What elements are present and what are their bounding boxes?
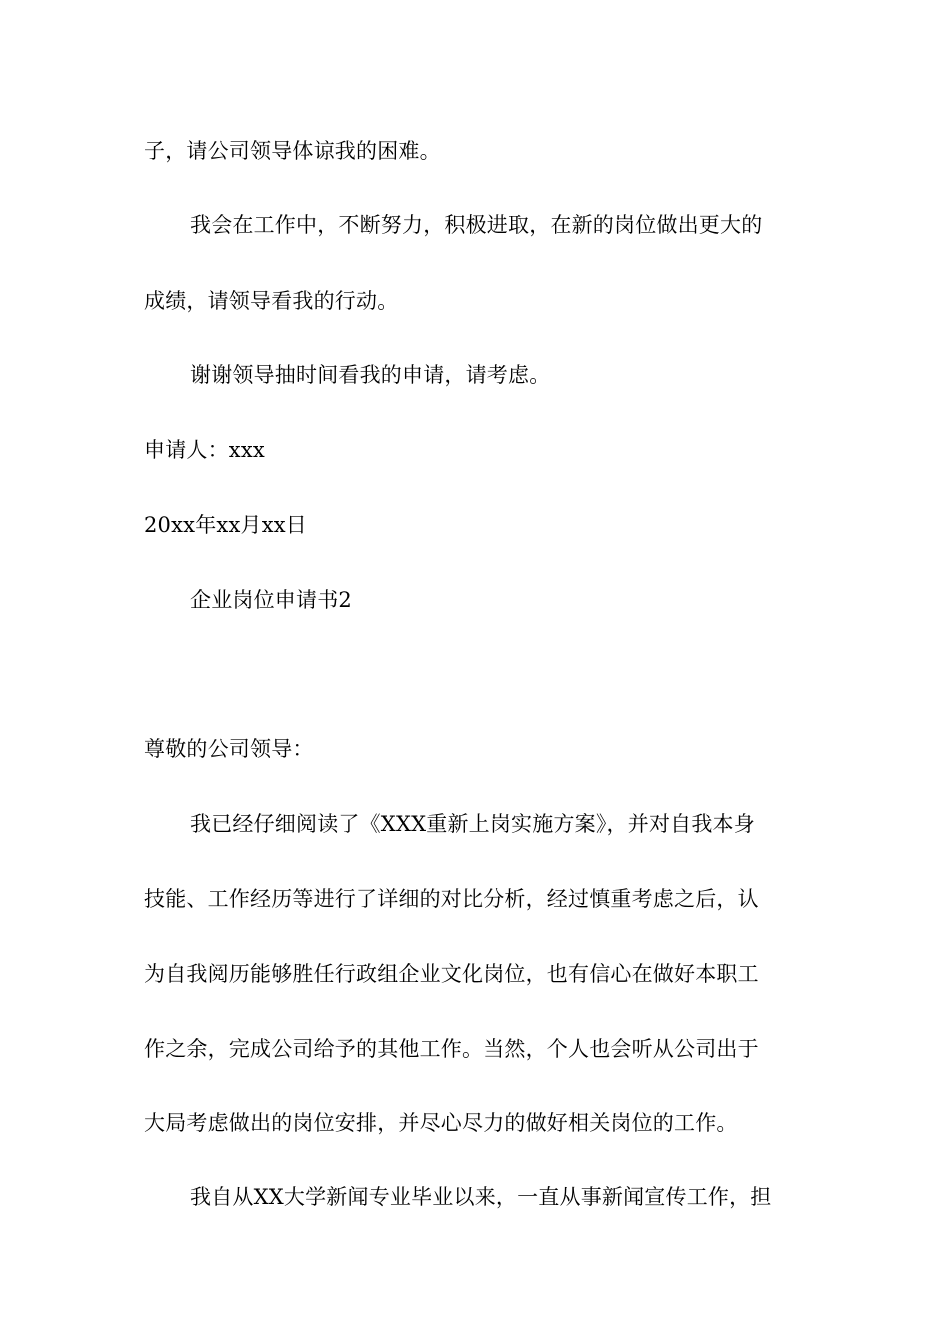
paragraph-line: 子，请公司领导体谅我的困难。: [144, 139, 441, 163]
applicant-line: 申请人：xxx: [144, 438, 265, 462]
paragraph-line: 我会在工作中，不断努力，积极进取，在新的岗位做出更大的: [190, 213, 763, 237]
paragraph-line: 为自我阅历能够胜任行政组企业文化岗位，也有信心在做好本职工: [144, 962, 759, 986]
paragraph-line: 我自从XX大学新闻专业毕业以来，一直从事新闻宣传工作，担: [190, 1185, 772, 1209]
date-line: 20xx年xx月xx日: [144, 513, 307, 537]
section-title: 企业岗位申请书2: [190, 588, 352, 612]
paragraph-line: 大局考虑做出的岗位安排，并尽心尽力的做好相关岗位的工作。: [144, 1111, 738, 1135]
paragraph-line: 谢谢领导抽时间看我的申请，请考虑。: [190, 363, 551, 387]
paragraph-line: 成绩，请领导看我的行动。: [144, 289, 399, 313]
paragraph-line: 技能、工作经历等进行了详细的对比分析，经过慎重考虑之后，认: [144, 887, 759, 911]
paragraph-line: 作之余，完成公司给予的其他工作。当然，个人也会听从公司出于: [144, 1037, 759, 1061]
salutation-line: 尊敬的公司领导：: [144, 737, 314, 761]
paragraph-line: 我已经仔细阅读了《XXX重新上岗实施方案》，并对自我本身: [190, 812, 755, 836]
